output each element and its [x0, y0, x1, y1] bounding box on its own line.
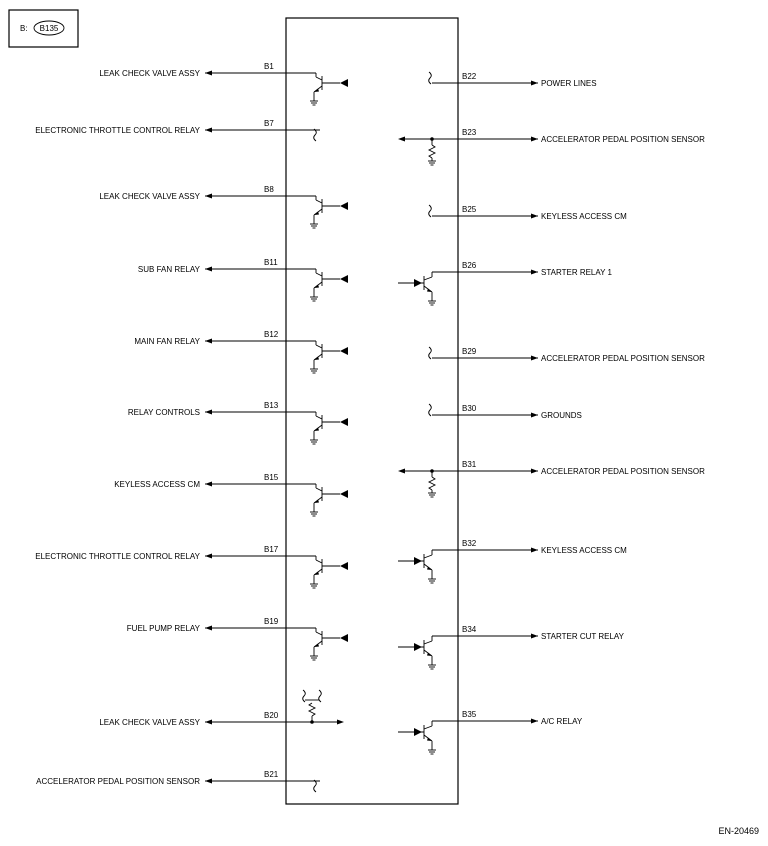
connector-prefix: B: — [20, 24, 28, 33]
right-pin-b23 — [398, 128, 705, 165]
left-pin-b7 — [35, 119, 320, 141]
left-pin-b13 — [128, 401, 348, 444]
left-pin-label: ACCELERATOR PEDAL POSITION SENSOR — [36, 777, 200, 786]
left-pin-label: LEAK CHECK VALVE ASSY — [99, 192, 200, 201]
line-break-mark — [429, 347, 432, 359]
base-drive-arrow — [340, 275, 348, 283]
left-pin-number: B15 — [264, 473, 279, 482]
signal-arrow — [205, 194, 212, 199]
line-break-mark — [314, 780, 317, 792]
base-drive-arrow — [340, 562, 348, 570]
left-pin-label: KEYLESS ACCESS CM — [114, 480, 200, 489]
signal-arrow — [398, 469, 405, 474]
right-pin-b22 — [429, 72, 597, 88]
right-pin-number: B26 — [462, 261, 477, 270]
signal-arrow — [398, 137, 405, 142]
right-pin-b34 — [398, 625, 625, 669]
connector-code: B135 — [39, 24, 59, 33]
left-pin-b21 — [36, 770, 320, 792]
left-pin-number: B19 — [264, 617, 279, 626]
pulldown-resistor — [429, 477, 435, 490]
line-break-mark — [303, 690, 306, 702]
base-drive-arrow — [340, 202, 348, 210]
pulldown-resistor — [429, 145, 435, 158]
right-pin-label: KEYLESS ACCESS CM — [541, 546, 627, 555]
collector-lead — [424, 555, 432, 558]
line-break-mark — [429, 72, 432, 84]
right-pin-b35 — [398, 710, 583, 754]
right-pin-number: B29 — [462, 347, 477, 356]
right-pin-label: KEYLESS ACCESS CM — [541, 212, 627, 221]
right-pin-label: STARTER CUT RELAY — [541, 632, 624, 641]
left-pin-label: RELAY CONTROLS — [127, 408, 200, 417]
signal-arrow — [531, 356, 538, 361]
signal-arrow — [205, 410, 212, 415]
left-pin-b17 — [35, 545, 348, 588]
left-pin-group — [35, 62, 348, 792]
base-drive-arrow — [340, 79, 348, 87]
signal-arrow — [205, 554, 212, 559]
collector-lead — [424, 726, 432, 729]
base-drive-arrow — [414, 728, 422, 736]
collector-lead — [316, 416, 322, 419]
signal-arrow — [531, 137, 538, 142]
right-pin-b32 — [398, 539, 627, 583]
left-pin-b1 — [99, 62, 348, 105]
collector-lead — [316, 200, 322, 203]
left-pin-label: MAIN FAN RELAY — [134, 337, 200, 346]
right-pin-label: ACCELERATOR PEDAL POSITION SENSOR — [541, 467, 705, 476]
signal-arrow — [205, 626, 212, 631]
right-pin-number: B30 — [462, 404, 477, 413]
right-pin-label: ACCELERATOR PEDAL POSITION SENSOR — [541, 354, 705, 363]
collector-lead — [316, 273, 322, 276]
left-pin-label: SUB FAN RELAY — [137, 265, 200, 274]
left-pin-number: B21 — [264, 770, 279, 779]
connector-reference — [9, 10, 78, 47]
left-pin-b20 — [99, 690, 344, 727]
figure-id: EN-20469 — [718, 826, 759, 836]
right-pin-label: A/C RELAY — [541, 717, 583, 726]
signal-arrow — [205, 71, 212, 76]
left-pin-number: B7 — [264, 119, 274, 128]
left-pin-number: B11 — [264, 258, 278, 267]
base-drive-arrow — [340, 490, 348, 498]
left-pin-label: FUEL PUMP RELAY — [126, 624, 200, 633]
signal-arrow — [531, 719, 538, 724]
right-pin-number: B31 — [462, 460, 477, 469]
signal-arrow — [205, 339, 212, 344]
signal-arrow — [205, 267, 212, 272]
collector-lead — [316, 488, 322, 491]
pullup-resistor — [309, 703, 315, 716]
signal-arrow — [531, 548, 538, 553]
ecm-body — [286, 18, 458, 804]
right-pin-b29 — [429, 347, 705, 363]
right-pin-b31 — [398, 460, 705, 497]
signal-arrow — [337, 720, 344, 725]
right-pin-b26 — [398, 261, 613, 305]
line-break-mark — [314, 129, 317, 141]
signal-arrow — [531, 634, 538, 639]
right-pin-number: B22 — [462, 72, 477, 81]
right-pin-label: GROUNDS — [541, 411, 582, 420]
left-pin-label: LEAK CHECK VALVE ASSY — [99, 69, 200, 78]
collector-lead — [316, 560, 322, 563]
right-pin-label: POWER LINES — [541, 79, 597, 88]
collector-lead — [424, 277, 432, 280]
base-drive-arrow — [340, 634, 348, 642]
left-pin-label: ELECTRONIC THROTTLE CONTROL RELAY — [35, 126, 200, 135]
line-break-mark — [429, 205, 432, 217]
signal-arrow — [531, 270, 538, 275]
signal-arrow — [531, 81, 538, 86]
left-pin-number: B8 — [264, 185, 274, 194]
collector-lead — [316, 77, 322, 80]
signal-arrow — [531, 413, 538, 418]
left-pin-b11 — [138, 258, 348, 301]
base-drive-arrow — [414, 557, 422, 565]
left-pin-b15 — [114, 473, 348, 516]
left-pin-b12 — [134, 330, 348, 373]
right-pin-number: B34 — [462, 625, 477, 634]
right-pin-label: ACCELERATOR PEDAL POSITION SENSOR — [541, 135, 705, 144]
left-pin-label: ELECTRONIC THROTTLE CONTROL RELAY — [35, 552, 200, 561]
collector-lead — [316, 632, 322, 635]
base-drive-arrow — [340, 347, 348, 355]
base-drive-arrow — [414, 279, 422, 287]
left-pin-b19 — [127, 617, 348, 660]
right-pin-number: B25 — [462, 205, 477, 214]
signal-arrow — [531, 469, 538, 474]
left-pin-b8 — [99, 185, 348, 228]
line-break-mark — [319, 690, 322, 702]
right-pin-number: B35 — [462, 710, 477, 719]
left-pin-number: B1 — [264, 62, 274, 71]
signal-arrow — [205, 482, 212, 487]
right-pin-number: B32 — [462, 539, 477, 548]
signal-arrow — [205, 720, 212, 725]
left-pin-label: LEAK CHECK VALVE ASSY — [99, 718, 200, 727]
signal-arrow — [531, 214, 538, 219]
left-pin-number: B17 — [264, 545, 279, 554]
collector-lead — [424, 641, 432, 644]
collector-lead — [316, 345, 322, 348]
right-pin-group — [398, 72, 705, 754]
left-pin-number: B12 — [264, 330, 279, 339]
left-pin-number: B13 — [264, 401, 279, 410]
base-drive-arrow — [414, 643, 422, 651]
right-pin-number: B23 — [462, 128, 477, 137]
line-break-mark — [429, 404, 432, 416]
base-drive-arrow — [340, 418, 348, 426]
left-pin-number: B20 — [264, 711, 279, 720]
right-pin-b30 — [429, 404, 582, 420]
right-pin-label: STARTER RELAY 1 — [541, 268, 612, 277]
